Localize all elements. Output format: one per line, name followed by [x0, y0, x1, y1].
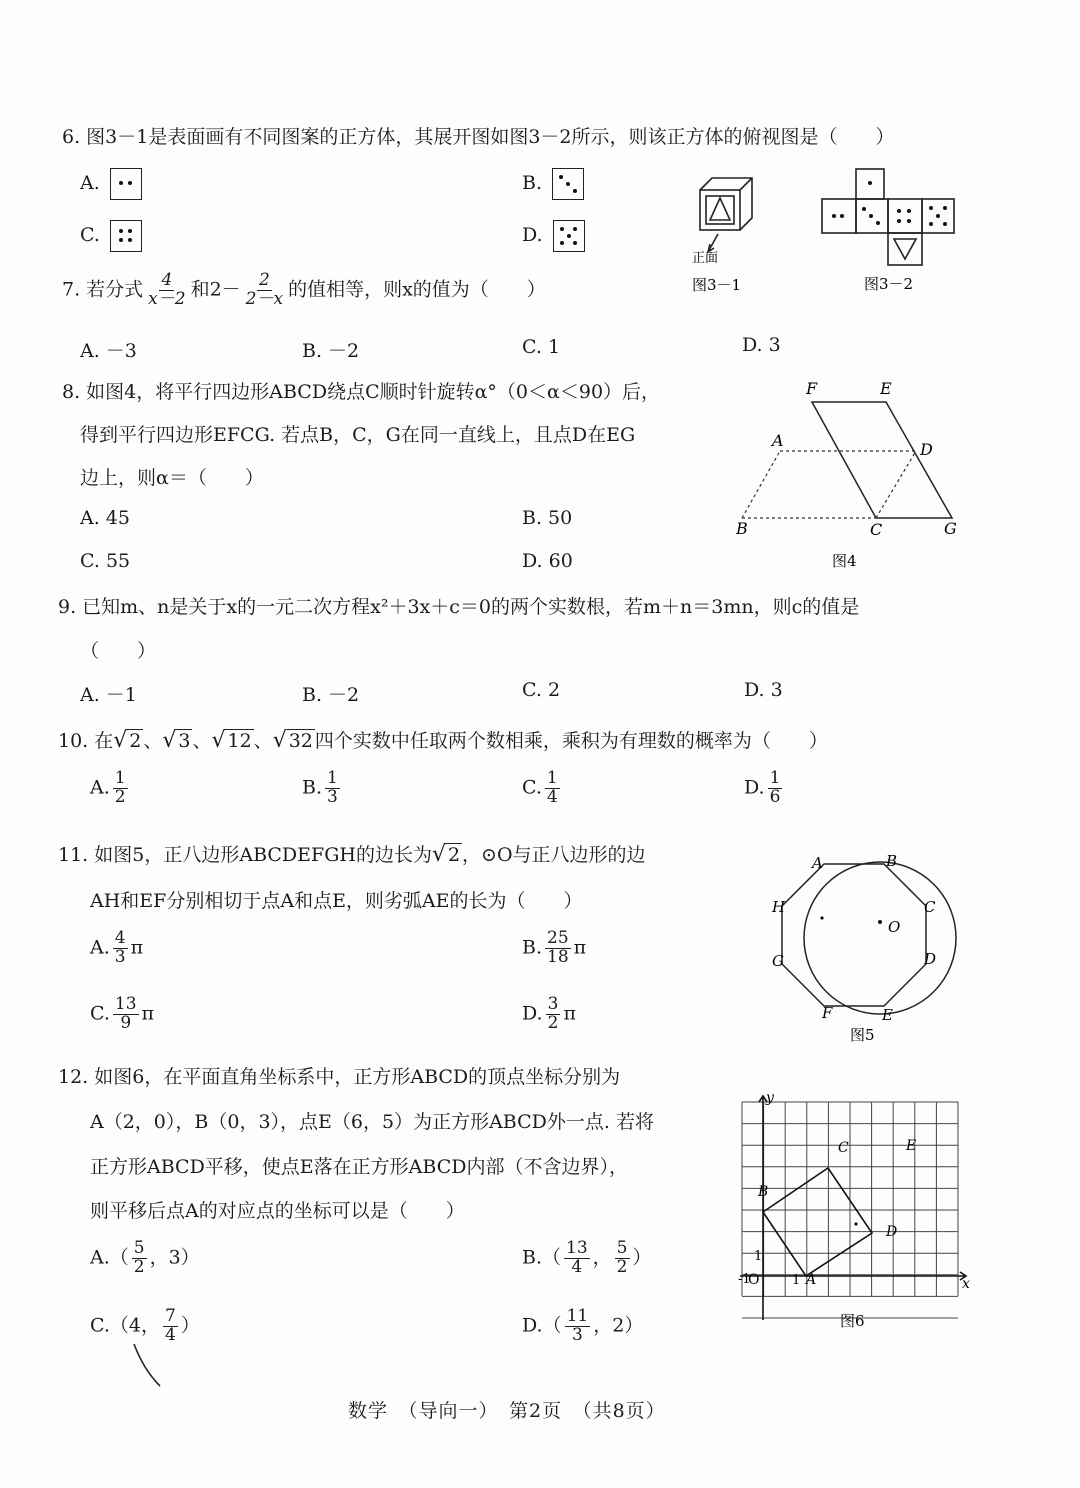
q7-fraction-1: $\frac{4}{x-2}$ [148, 270, 186, 309]
fig3-2-caption: 图3－2 [864, 275, 914, 293]
q12-line-4: 则平移后点A的对应点的坐标可以是（ ） [90, 1200, 465, 1222]
q6-option-d[interactable] [522, 220, 585, 252]
q10-option-d[interactable]: D. $\frac{1}{6}$ [744, 768, 781, 807]
q12-option-a[interactable]: A.（ $\frac{5}{2}$ ，3） [90, 1238, 200, 1277]
q11-option-b[interactable]: B. $\frac{25}{18}$ π [522, 928, 587, 967]
octagon-E: E [882, 1006, 893, 1024]
q8-line-3: 边上，则α＝（ ） [80, 467, 264, 489]
q6-option-a-label: A. [80, 172, 100, 194]
q9-option-d[interactable]: D. 3 [744, 679, 783, 701]
q11-option-a[interactable]: A. $\frac{4}{3}$ π [90, 928, 144, 967]
figure-4 [730, 378, 970, 573]
point-G: G [944, 519, 957, 538]
q9-line-2: （ ） [80, 640, 157, 662]
grid-point-A: A [806, 1272, 817, 1288]
axis-y-tick-1: 1 [754, 1249, 763, 1264]
point-C: C [870, 520, 883, 539]
sqrt-32: √ 32 [273, 730, 315, 752]
q6-option-d-label: D. [522, 224, 543, 246]
octagon-G: G [772, 952, 784, 970]
q11-option-c[interactable]: C. $\frac{13}{9}$ π [90, 994, 155, 1033]
fig6-caption: 图6 [840, 1312, 865, 1330]
q9-option-a[interactable]: A. －1 [80, 684, 137, 706]
q9-line-1: 9. 已知m、n是关于x的一元二次方程x²＋3x＋c＝0的两个实数根，若m＋n＝3mn，则c的值是 [58, 596, 860, 618]
q9-option-b[interactable]: B. －2 [302, 684, 360, 706]
q9-option-c[interactable]: C. 2 [522, 679, 561, 701]
q7-mid: 和2－ [190, 278, 241, 301]
q6-option-c[interactable] [80, 220, 142, 252]
q7-stem [62, 272, 546, 309]
q7-option-b[interactable]: B. －2 [302, 340, 360, 362]
octagon-F: F [822, 1004, 833, 1022]
q8-option-a[interactable]: A. 45 [80, 507, 130, 529]
page-footer: 数学 （导向一） 第2页 （共8页） [348, 1400, 666, 1422]
q7-option-a[interactable]: A. －3 [80, 340, 137, 362]
point-F: F [806, 379, 818, 398]
q12-option-b[interactable]: B.（ $\frac{13}{4}$ ， $\frac{5}{2}$ ） [522, 1238, 652, 1277]
die-three-diagonal-icon [552, 168, 584, 200]
q6-option-a[interactable] [80, 168, 142, 200]
fig5-caption: 图5 [850, 1026, 875, 1044]
q7-option-d[interactable]: D. 3 [742, 334, 781, 356]
front-label: 正面 [692, 251, 719, 266]
grid-point-C: C [838, 1140, 849, 1156]
grid-point-B: B [758, 1184, 769, 1200]
q11-line-2: AH和EF分别相切于点A和点E，则劣弧AE的长为（ ） [90, 890, 583, 912]
die-five-icon [553, 220, 585, 252]
grid-point-D: D [886, 1224, 898, 1240]
q12-option-d[interactable]: D.（ $\frac{11}{3}$ ，2） [522, 1306, 644, 1345]
circle-center-O: O [888, 918, 901, 936]
axis-x-tick-1: 1 [792, 1273, 801, 1288]
axis-origin-label: O [748, 1272, 760, 1288]
q8-line-2: 得到平行四边形EFCG. 若点B，C，G在同一直线上，且点D在EG [80, 424, 636, 446]
q12-option-c[interactable]: C.（4， $\frac{7}{4}$ ） [90, 1306, 200, 1345]
q8-line-1: 8. 如图4，将平行四边形ABCD绕点C顺时针旋转α°（0＜α＜90）后， [62, 381, 661, 403]
handwritten-mark [130, 1340, 170, 1390]
q10-post: 四个实数中任取两个数相乘，乘积为有理数的概率为（ ） [314, 730, 828, 752]
octagon-B: B [886, 852, 898, 870]
sqrt-3: √ 3 [162, 730, 192, 752]
q6-option-b[interactable] [522, 168, 584, 200]
q10-option-c[interactable]: C. $\frac{1}{4}$ [522, 768, 558, 807]
q6-option-c-label: C. [80, 224, 100, 246]
point-D: D [920, 440, 933, 459]
q10-option-a[interactable]: A. $\frac{1}{2}$ [90, 768, 126, 807]
q11-line-1: 11. 如图5，正八边形ABCDEFGH的边长为√ 2 ，⊙O与正八边形的边 [58, 840, 646, 867]
q12-line-1: 12. 如图6，在平面直角坐标系中，正方形ABCD的顶点坐标分别为 [58, 1066, 621, 1088]
octagon-C: C [924, 898, 936, 916]
axis-x-label: x [962, 1276, 970, 1292]
octagon-A: A [812, 854, 823, 872]
grid-point-E: E [906, 1138, 917, 1154]
q7-fraction-2: $\frac{2}{2-x}$ [245, 270, 284, 309]
q8-option-d[interactable]: D. 60 [522, 550, 573, 572]
octagon-H: H [772, 898, 786, 916]
figure-5 [760, 840, 970, 1050]
q11-option-d[interactable]: D. $\frac{3}{2}$ π [522, 994, 576, 1033]
point-E: E [880, 379, 892, 398]
fig4-caption: 图4 [832, 552, 857, 570]
axis-y-label: y [766, 1090, 774, 1106]
q6-stem: 6. 图3－1是表面画有不同图案的正方体，其展开图如图3－2所示，则该正方体的俯视图是（ ） [62, 126, 895, 148]
sqrt-12: √ 12 [211, 730, 253, 752]
die-two-horizontal-icon [110, 168, 142, 200]
figure-6-grid [730, 1088, 975, 1333]
sqrt-2-side: √ 2 [432, 844, 462, 866]
q6-option-b-label: B. [522, 172, 543, 194]
point-A: A [772, 431, 784, 450]
q12-line-2: A（2，0），B（0，3），点E（6，5）为正方形ABCD外一点. 若将 [90, 1111, 654, 1133]
axis-neg-tick: -1 [738, 1272, 751, 1287]
q7-post: 的值相等，则x的值为（ ） [288, 278, 546, 301]
figure-3-1-cube [680, 168, 770, 293]
sqrt-2: √ 2 [113, 730, 143, 752]
q10-pre: 10. 在 [58, 730, 114, 752]
q8-option-b[interactable]: B. 50 [522, 507, 573, 529]
die-four-icon [110, 220, 142, 252]
point-B: B [736, 519, 748, 538]
q7-option-c[interactable]: C. 1 [522, 336, 561, 358]
q10-stem: 10. 在√ 2 、√ 3 、√ 12 、√ 32 四个实数中任取两个数相乘，乘积为有理数的概率为（ ） [58, 726, 828, 753]
figure-3-2-net [818, 165, 963, 295]
q7-pre: 7. 若分式 [62, 278, 144, 301]
q12-line-3: 正方形ABCD平移，使点E落在正方形ABCD内部（不含边界）， [90, 1156, 628, 1178]
q10-option-b[interactable]: B. $\frac{1}{3}$ [302, 768, 338, 807]
fig3-1-caption: 图3－1 [692, 276, 742, 293]
octagon-D: D [924, 950, 937, 968]
q8-option-c[interactable]: C. 55 [80, 550, 131, 572]
